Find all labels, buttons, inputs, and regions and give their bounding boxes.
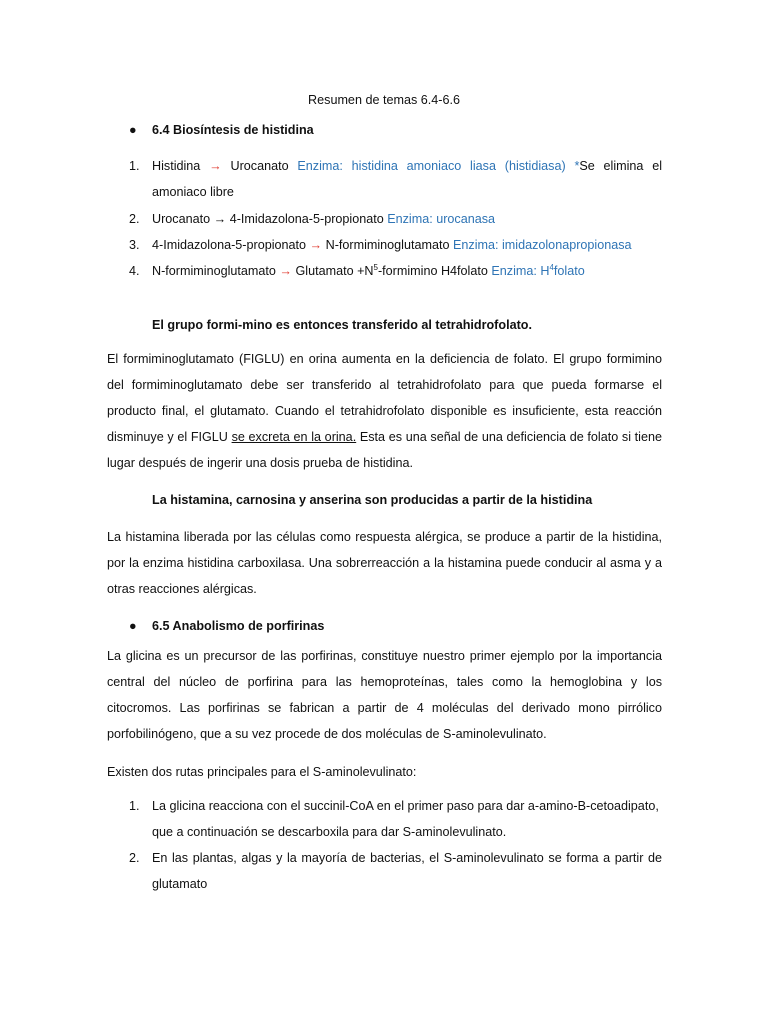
list-item-line — [152, 153, 662, 179]
note-text: Se elimina el — [579, 159, 663, 173]
list-number: 2. — [129, 212, 140, 226]
list-number: 1. — [129, 799, 140, 813]
paragraph-line: La glicina es un precursor de las porfirinas, constituye nuestro primer ejemplo por la importancia — [107, 649, 662, 663]
enzyme-label: Enzima: histidina amoniaco liasa (histidiasa) — [297, 159, 566, 173]
list-number: 2. — [129, 851, 140, 865]
arrow-right-icon: → — [309, 238, 323, 252]
note-text-continued: amoniaco libre — [152, 185, 234, 199]
bullet-icon: ● — [129, 123, 137, 137]
paragraph-line: La histamina liberada por las células como respuesta alérgica, se produce a partir de la histidina, — [107, 530, 662, 544]
paragraph-line: citocromos. Las porfirinas se fabrican a partir de 4 moléculas del derivado mono pirrólico — [107, 701, 662, 715]
arrow-right-icon: → — [213, 212, 227, 226]
paragraph-line: del formiminoglutamato debe ser transferido al tetrahidrofolato para que pueda formarse el — [107, 378, 662, 392]
list-item-step-2 — [152, 206, 662, 232]
list-item-line: glutamato — [152, 877, 208, 891]
list-item-step-3 — [152, 232, 662, 258]
arrow-right-icon: → — [279, 264, 292, 278]
paragraph-figlu — [107, 346, 662, 476]
section-heading-6-4: 6.4 Biosíntesis de histidina — [152, 123, 314, 137]
enzyme-label: Enzima: $H^4folato$ — [491, 262, 585, 278]
document-title: Resumen de temas 6.4-6.6 — [308, 93, 460, 107]
list-number: 1. — [129, 159, 140, 173]
list-item-line: La glicina reacciona con el succinil-CoA en el primer paso para dar a-amino-B-cetoadipato, — [152, 799, 659, 813]
substrate: Urocanato — [152, 212, 211, 226]
paragraph-line: El formiminoglutamato (FIGLU) en orina aumenta en la deficiencia de folato. El grupo formimino — [107, 352, 662, 366]
list-item-route-1 — [152, 793, 662, 845]
list-number: 3. — [129, 238, 140, 252]
paragraph-line: disminuye y el FIGLU se excreta en la orina. Esta es una señal de una deficiencia de folato si tiene — [107, 430, 662, 444]
paragraph-line: por la enzima histidina carboxilasa. Una sobrerreacción a la histamina puede conducir al asma y a — [107, 556, 662, 570]
list-item-line: En las plantas, algas y la mayoría de bacterias, el S-aminolevulinato se forma a partir de — [152, 851, 662, 865]
paragraph-line: producto final, el glutamato. Cuando el tetrahidrofolato disponible es insuficiente, esta reacción — [107, 404, 662, 418]
substrate: N-formiminoglutamato — [152, 264, 276, 278]
enzyme-label: Enzima: imidazolonapropionasa — [453, 238, 632, 252]
enzyme-label: Enzima: urocanasa — [387, 212, 496, 226]
underlined-text: se excreta en la orina. — [231, 430, 357, 444]
paragraph-line: lugar después de ingerir una dosis prueba de histidina. — [107, 456, 413, 470]
paragraph-histamina — [107, 524, 662, 602]
substrate: Histidina — [152, 159, 201, 173]
product: 4-Imidazolona-5-propionato — [229, 212, 384, 226]
section-heading-6-5: 6.5 Anabolismo de porfirinas — [152, 619, 325, 633]
product: N-formiminoglutamato — [325, 238, 450, 252]
paragraph-line: otras reacciones alérgicas. — [107, 582, 257, 596]
product: Urocanato — [230, 159, 289, 173]
substrate: 4-Imidazolona-5-propionato — [152, 238, 307, 252]
product: Glutamato $+N^5$-formimino H4folato — [295, 262, 488, 278]
asterisk: * — [574, 159, 580, 173]
bullet-icon: ● — [129, 619, 137, 633]
paragraph-line: central del núcleo de porfirina para las hemoproteínas, tales como la hemoglobina y los — [107, 675, 662, 689]
subheading-formimino: El grupo formi-mino es entonces transferido al tetrahidrofolato. — [152, 318, 532, 332]
list-item-route-2 — [152, 845, 662, 897]
list-item-line: que a continuación se descarboxila para dar S-aminolevulinato. — [152, 825, 507, 839]
paragraph-porfirinas — [107, 643, 662, 747]
list-number: 4. — [129, 264, 140, 278]
list-item-step-4 — [152, 258, 662, 284]
arrow-right-icon: → — [209, 159, 222, 173]
routes-heading: Existen dos rutas principales para el S-aminolevulinato: — [107, 765, 417, 779]
list-item-step-1 — [152, 153, 662, 205]
subheading-histamina: La histamina, carnosina y anserina son producidas a partir de la histidina — [152, 493, 593, 507]
paragraph-line: porfobilinógeno, que a su vez procede de dos moléculas de S-aminolevulinato. — [107, 727, 547, 741]
